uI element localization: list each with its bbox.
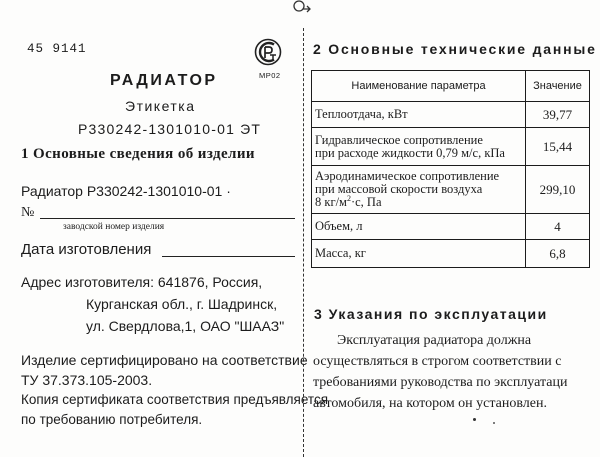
model-number: Р330242-1301010-01 ЭТ xyxy=(78,121,262,137)
section-3-heading: 3 Указания по эксплуатации xyxy=(314,306,548,322)
manufacturer-address-line-1: Адрес изготовителя: 641876, Россия, xyxy=(21,274,263,290)
param-heat-output: Теплоотдача, кВт xyxy=(312,102,526,128)
catalog-code: 45 9141 xyxy=(27,42,87,56)
param-aerodynamic-resistance xyxy=(312,166,526,214)
label-title: РАДИАТОР xyxy=(110,72,218,89)
technical-data-table xyxy=(311,70,590,268)
table-row xyxy=(312,166,590,214)
certification-line-4: по требованию потребителя. xyxy=(21,412,203,427)
param-text-line: Гидравлическое сопротивление xyxy=(315,132,483,147)
operation-text-line-2: осуществляться в строгом соответствии с xyxy=(313,354,562,369)
param-text-line: ·с, Па xyxy=(350,195,382,209)
param-mass: Масса, кг xyxy=(312,240,526,268)
col-header-value: Значение xyxy=(526,71,590,102)
scan-speck xyxy=(473,418,476,421)
param-text-line: Аэродинамическое сопротивление xyxy=(315,169,500,183)
manufacturer-address-line-2: Курганская обл., г. Шадринск, xyxy=(86,296,278,312)
param-text-line: при массовой скорости воздуха xyxy=(315,182,483,196)
manufacturer-address-line-3: ул. Свердлова,1, ОАО "ШААЗ" xyxy=(86,318,285,334)
cert-mark-code: МР02 xyxy=(259,71,281,80)
serial-number-blank xyxy=(40,218,295,219)
table-row xyxy=(312,102,590,128)
scan-speck xyxy=(493,422,495,424)
section-2-heading: 2 Основные технические данные xyxy=(313,41,597,57)
table-header-row xyxy=(312,71,590,102)
operation-text-line-3: требованиями руководства по эксплуатаци xyxy=(313,375,568,390)
value-hydraulic-resistance: 15,44 xyxy=(526,128,590,166)
certification-line-1: Изделие сертифицировано на соответствие xyxy=(21,352,308,368)
param-text-line: при расходе жидкости 0,79 м/с, кПа xyxy=(315,145,505,160)
superscript: 2 xyxy=(346,193,351,203)
operation-text-line-1: Эксплуатация радиатора должна xyxy=(337,333,532,348)
manufacture-date-label: Дата изготовления xyxy=(21,241,152,258)
param-text-line: 8 кг/м xyxy=(315,195,347,209)
arrow-loop-icon xyxy=(291,0,313,14)
param-volume: Объем, л xyxy=(312,214,526,240)
table-row xyxy=(312,214,590,240)
table-row xyxy=(312,128,590,166)
col-header-parameter: Наименование параметра xyxy=(312,71,526,102)
manufacture-date-blank xyxy=(162,256,295,257)
table-row xyxy=(312,240,590,268)
param-hydraulic-resistance xyxy=(312,128,526,166)
certification-line-2: ТУ 37.373.105-2003. xyxy=(21,372,153,388)
certification-line-3: Копия сертификата соответствия предъявляется xyxy=(21,392,329,407)
label-subtitle: Этикетка xyxy=(125,98,196,114)
section-1-heading: 1 Основные сведения об изделии xyxy=(21,146,255,162)
serial-number-caption: заводской номер изделия xyxy=(63,222,165,232)
value-volume: 4 xyxy=(526,214,590,240)
serial-number-label: № xyxy=(21,205,35,220)
value-aerodynamic-resistance: 299,10 xyxy=(526,166,590,214)
value-heat-output: 39,77 xyxy=(526,102,590,128)
operation-text-line-4: автомобиля, на котором он установлен. xyxy=(313,396,548,411)
value-mass: 6,8 xyxy=(526,240,590,268)
rst-certification-mark-icon xyxy=(254,38,284,70)
radiator-designation: Радиатор Р330242-1301010-01 · xyxy=(21,183,231,199)
